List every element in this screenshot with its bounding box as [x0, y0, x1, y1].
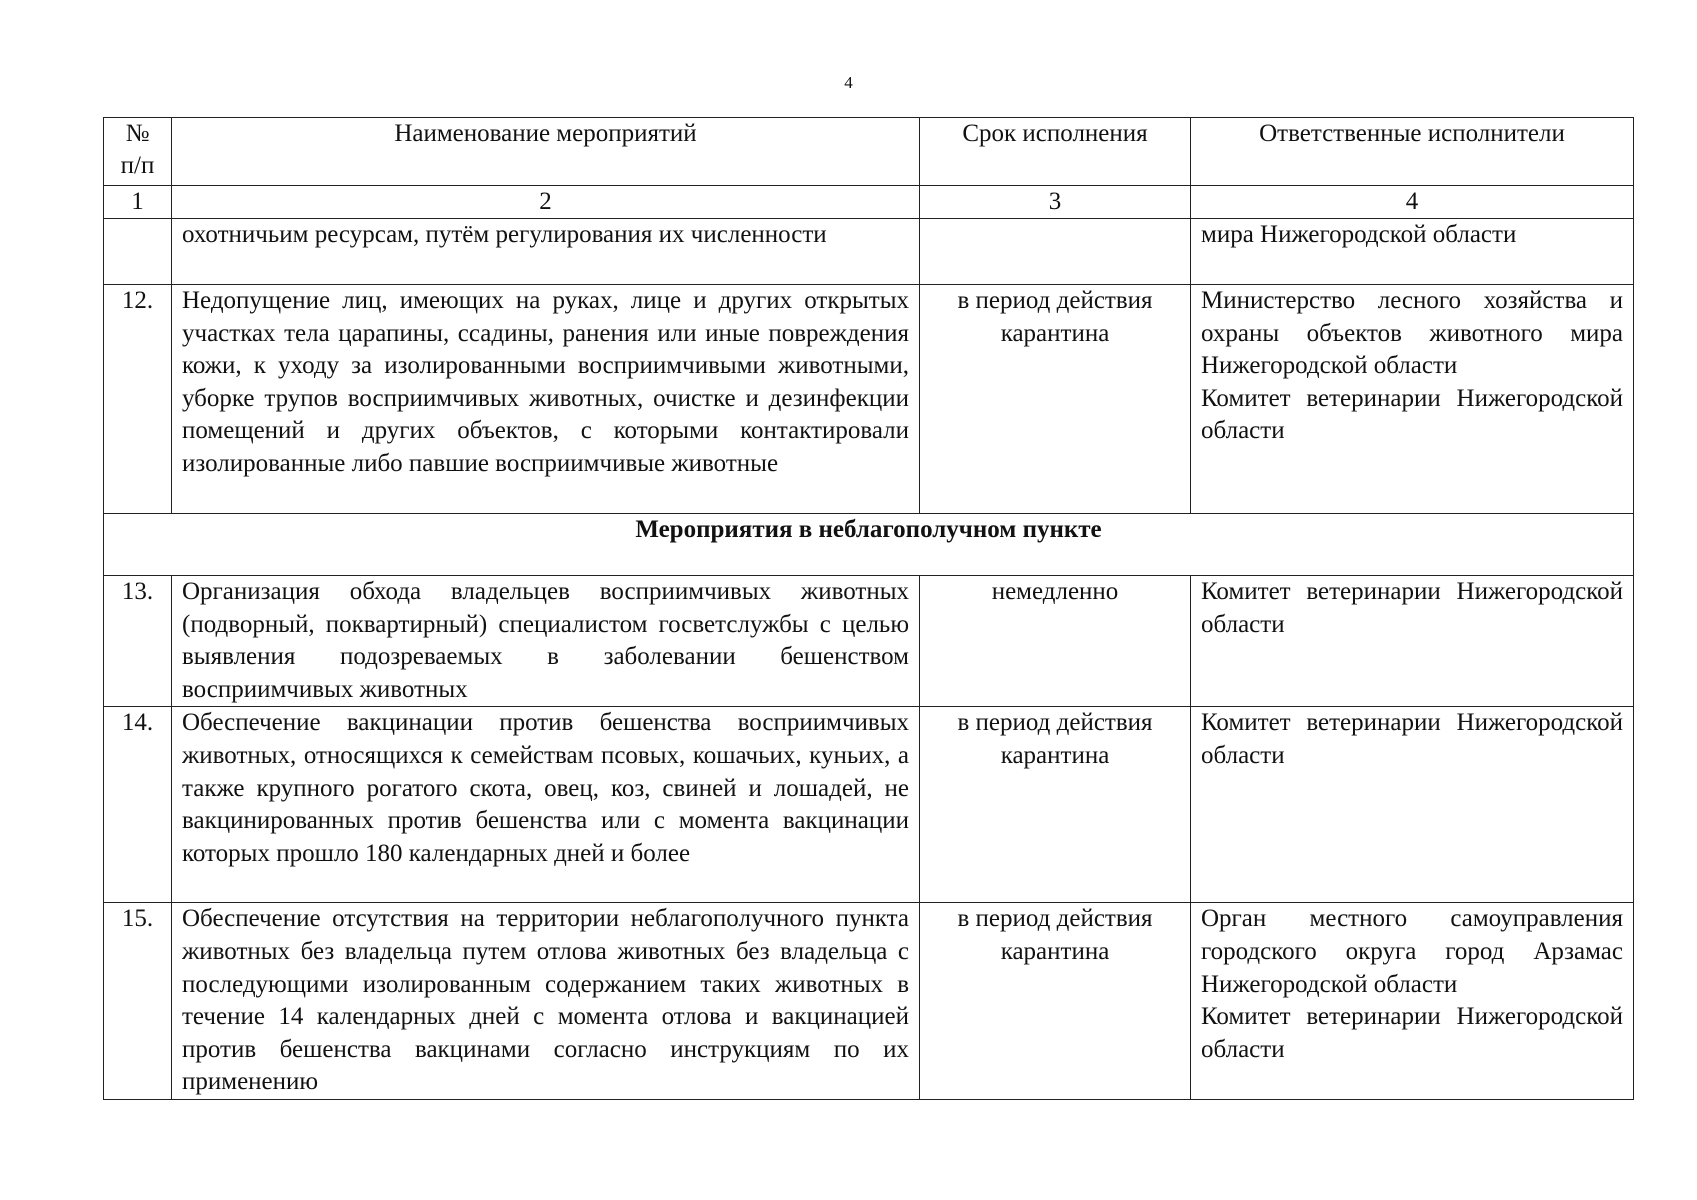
row-term: в период действия карантина: [920, 285, 1191, 514]
column-number: 4: [1191, 186, 1634, 219]
header-activity: Наименование мероприятий: [172, 118, 920, 186]
row-number: [104, 219, 172, 285]
table-row: [104, 903, 1634, 1100]
row-term: в период действия карантина: [920, 707, 1191, 903]
row-responsible: [1191, 219, 1634, 285]
section-title: Мероприятия в неблагополучном пункте: [104, 514, 1634, 576]
table-header-row: [104, 118, 1634, 186]
row-term: [920, 219, 1191, 285]
row-term: немедленно: [920, 576, 1191, 707]
page-number: 4: [844, 73, 853, 92]
column-number: 3: [920, 186, 1191, 219]
responsible-line: Комитет ветеринарии Нижегородской области: [1201, 578, 1623, 638]
responsible-line: Министерство лесного хозяйства и охраны объектов животного мира Нижегородской области: [1201, 287, 1623, 380]
table-row: [104, 219, 1634, 285]
column-number: 2: [172, 186, 920, 219]
row-term: в период действия карантина: [920, 903, 1191, 1100]
row-activity: охотничьим ресурсам, путём регулирования их численности: [172, 219, 920, 285]
responsible-line: Комитет ветеринарии Нижегородской области: [1201, 709, 1623, 769]
row-number: 15.: [104, 903, 172, 1100]
row-activity: Недопущение лиц, имеющих на руках, лице и других открытых участках тела царапины, ссадины, ранения или иные повреждения кожи, к уходу за изолированными восприимчивыми животными, уборке трупов восприимчивых животных, очистке и дезинфекции помещений и других объектов, с которыми контактировали изолированные либо павшие восприимчивые животные: [172, 285, 920, 514]
column-number: 1: [104, 186, 172, 219]
section-heading-row: [104, 514, 1634, 576]
row-responsible: [1191, 707, 1634, 903]
row-number: 12.: [104, 285, 172, 514]
responsible-line: Комитет ветеринарии Нижегородской области: [1201, 1003, 1623, 1063]
row-number: 13.: [104, 576, 172, 707]
measures-table: [103, 117, 1634, 1100]
table-row: [104, 707, 1634, 903]
header-term: Срок исполнения: [920, 118, 1191, 186]
row-responsible: [1191, 576, 1634, 707]
row-activity: Организация обхода владельцев восприимчивых животных (подворный, поквартирный) специалистом госветслужбы с целью выявления подозреваемых в заболевании бешенством восприимчивых животных: [172, 576, 920, 707]
table-row: [104, 576, 1634, 707]
row-number: 14.: [104, 707, 172, 903]
row-responsible: [1191, 903, 1634, 1100]
column-number-row: [104, 186, 1634, 219]
responsible-line: Орган местного самоуправления городского округа город Арзамас Нижегородской области: [1201, 905, 1623, 998]
table-row: [104, 285, 1634, 514]
header-responsible: Ответственные исполнители: [1191, 118, 1634, 186]
row-activity: Обеспечение отсутствия на территории неблагополучного пункта животных без владельца путем отлова животных без владельца с последующими изолированным содержанием таких животных в течение 14 календарных дней с момента отлова и вакцинацией против бешенства вакцинами согласно инструкциям по их применению: [172, 903, 920, 1100]
row-responsible: [1191, 285, 1634, 514]
responsible-line: Комитет ветеринарии Нижегородской области: [1201, 384, 1623, 445]
row-activity: Обеспечение вакцинации против бешенства восприимчивых животных, относящихся к семействам псовых, кошачьих, куньих, а также крупного рогатого скота, овец, коз, свиней и лошадей, не вакцинированных против бешенства или с момента вакцинации которых прошло 180 календарных дней и более: [172, 707, 920, 903]
header-number: № п/п: [104, 118, 172, 186]
responsible-line: мира Нижегородской области: [1201, 221, 1517, 248]
